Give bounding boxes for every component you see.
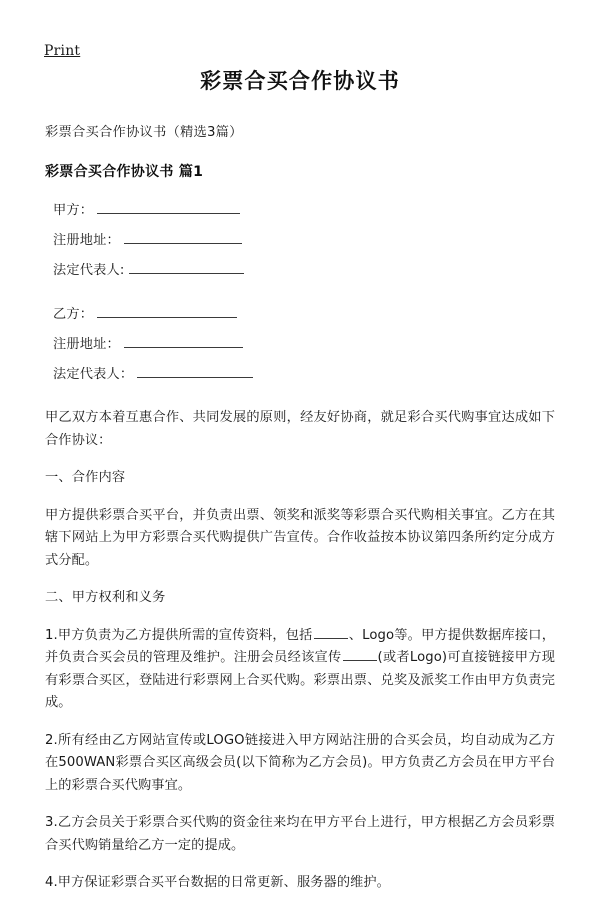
- party-b-fields: [45, 303, 555, 385]
- clause-two-item-1-part-3: (或者Logo)可直接链接甲方现有彩票合买区，登陆进行彩票网上合买代购。彩票出票、兑奖及派奖工作由甲方负责完成。: [45, 650, 555, 710]
- field-blank-party-a[interactable]: [97, 199, 240, 214]
- field-blank-party-b-representative[interactable]: [137, 363, 253, 378]
- field-row: [45, 303, 555, 325]
- party-a-fields: [45, 199, 555, 281]
- clause-one-heading: 一、合作内容: [45, 470, 126, 485]
- inline-blank-promotion[interactable]: [343, 647, 377, 661]
- preamble-paragraph: 甲乙双方本着互惠合作、共同发展的原则，经友好协商，就足彩合买代购事宜达成如下合作协议：: [45, 410, 555, 448]
- clause-two-item-3: 3.乙方会员关于彩票合买代购的资金往来均在甲方平台上进行，甲方根据乙方会员彩票合买代购销量给乙方一定的提成。: [45, 815, 555, 853]
- clause-two-item-4: 4.甲方保证彩票合买平台数据的日常更新、服务器的维护。: [45, 875, 390, 890]
- clause-two-item-2: 2.所有经由乙方网站宣传或LOGO链接进入甲方网站注册的合买会员，均自动成为乙方在500WAN彩票合买区高级会员(以下简称为乙方会员)。甲方负责乙方会员在甲方平台上的彩票合买代购事宜。: [45, 732, 555, 793]
- field-row: [45, 333, 555, 355]
- field-row: [45, 229, 555, 251]
- clause-two-item-1-part-1: 1.甲方负责为乙方提供所需的宣传资料，包括: [45, 627, 313, 643]
- field-label-party-b-representative: 法定代表人：: [53, 367, 134, 382]
- field-label-party-a-representative: 法定代表人:: [53, 263, 125, 278]
- clause-two-item-1-part-2: 、Logo等。甲方提供数据库接口，并负责合买会员的管理及维护。注册会员经该宣传: [45, 627, 555, 665]
- field-label-party-a: 甲方：: [53, 203, 94, 218]
- field-blank-party-a-address[interactable]: [124, 229, 242, 244]
- clause-one-body: 甲方提供彩票合买平台，并负责出票、领奖和派奖等彩票合买代购相关事宜。乙方在其辖下网站上为甲方彩票合买代购提供广告宣传。合作收益按本协议第四条所约定分成方式分配。: [45, 507, 555, 568]
- field-blank-party-a-representative[interactable]: [129, 259, 244, 274]
- field-label-party-b: 乙方：: [53, 307, 94, 322]
- document-content: [45, 66, 555, 910]
- field-group-spacer: [45, 289, 555, 303]
- section-heading: 彩票合买合作协议书 篇1: [45, 164, 204, 180]
- page-title: 彩票合买合作协议书: [200, 69, 400, 93]
- field-row: [45, 259, 555, 281]
- print-link[interactable]: Print: [44, 43, 81, 59]
- field-row: [45, 363, 555, 385]
- field-label-party-b-address: 注册地址：: [53, 337, 120, 352]
- field-blank-party-b[interactable]: [97, 303, 237, 318]
- field-label-party-a-address: 注册地址：: [53, 233, 120, 248]
- inline-blank-material[interactable]: [314, 625, 348, 639]
- field-row: [45, 199, 555, 221]
- field-blank-party-b-address[interactable]: [124, 333, 243, 348]
- clause-two-item-1: [45, 625, 555, 715]
- document-subtitle: 彩票合买合作协议书（精选3篇）: [45, 125, 243, 140]
- preamble-spacer: [45, 393, 555, 407]
- clause-two-heading: 二、甲方权利和义务: [45, 590, 166, 605]
